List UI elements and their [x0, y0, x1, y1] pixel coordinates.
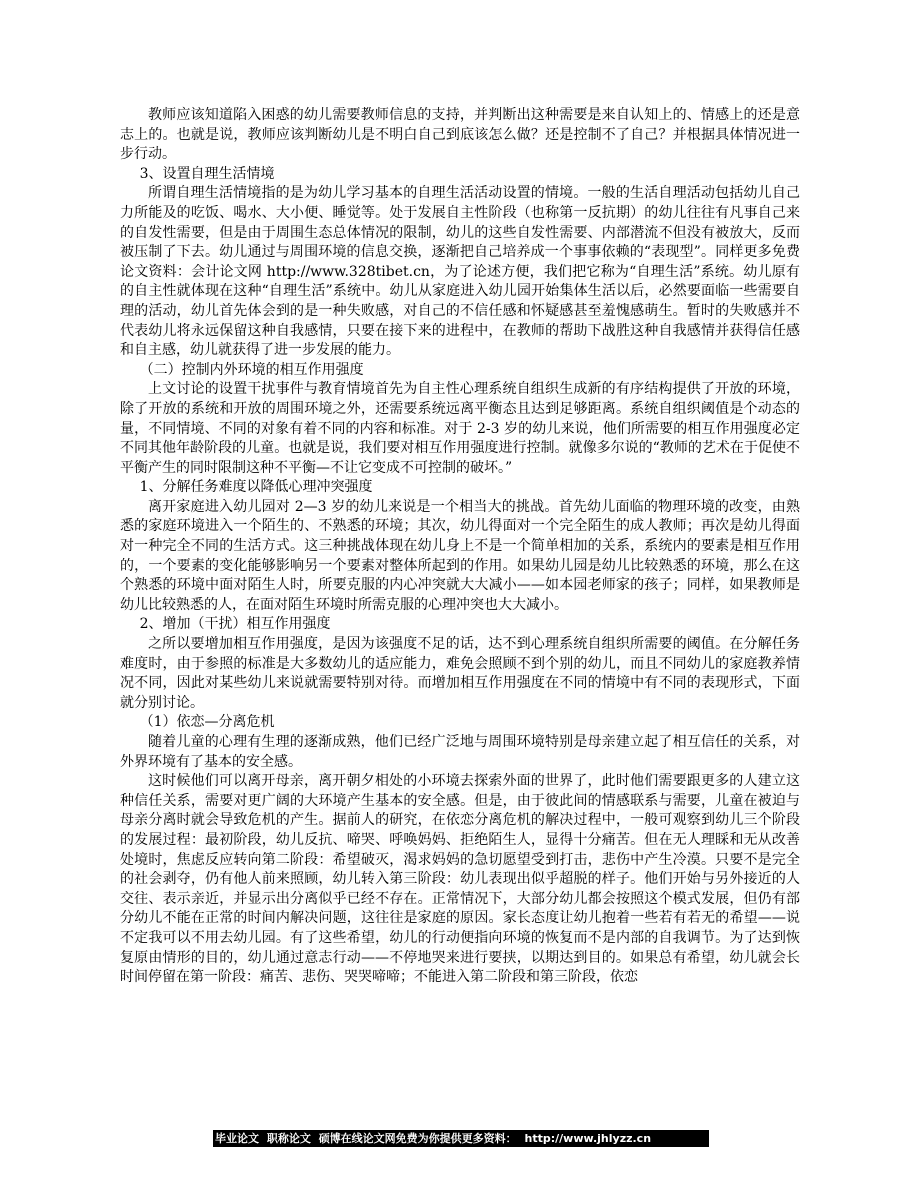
footer-text: 硕博在线论文网免费为你提供更多资料：: [318, 1132, 517, 1145]
body-paragraph: 这时候他们可以离开母亲，离开朝夕相处的小环境去探索外面的世界了，此时他们需要跟更多的人建立这种信任关系，需要对更广阔的大环境产生基本的安全感。但是，由于彼此间的情感联系与需要，儿童在被迫与母亲分离时就会导致危机的产生。据前人的研究，在依恋分离危机的解决过程中，一般可观察到幼儿三个阶段的发展过程：最初阶段，幼儿反抗、啼哭、呼唤妈妈、拒绝陌生人，显得十分痛苦。但在无人理睬和无从改善处境时，焦虑反应转向第二阶段：希望破灭，渴求妈妈的急切愿望受到打击，悲伤中产生冷漠。只要不是完全的社会剥夺，仍有他人前来照顾，幼儿转入第三阶段：幼儿表现出似乎超脱的样子。他们开始与另外接近的人交往、表示亲近，并显示出分离似乎已经不存在。正常情况下，大部分幼儿都会按照这个模式发展，但仍有部分幼儿不能在正常的时间内解决问题，这往往是家庭的原因。家长态度让幼儿抱着一些若有若无的希望——说不定我可以不用去幼儿园。有了这些希望，幼儿的行动便指向环境的恢复而不是内部的自我调节。为了达到恢复原由情形的目的，幼儿通过意志行动——不停地哭来进行要挟，以期达到目的。如果总有希望，幼儿就会长时间停留在第一阶段：痛苦、悲伤、哭哭啼啼；不能进入第二阶段和第三阶段，依恋: [120, 773, 800, 986]
body-paragraph: 随着儿童的心理有生理的逐渐成熟，他们已经广泛地与周围环境特别是母亲建立起了相互信任的关系，对外界环境有了基本的安全感。: [120, 734, 800, 770]
section-heading: 2、增加（干扰）相互作用强度: [139, 616, 331, 633]
section-heading: （二）控制内外环境的相互作用强度: [139, 361, 364, 378]
section-heading: （1）依恋—分离危机: [139, 714, 275, 731]
body-paragraph: 教师应该知道陷入困惑的幼儿需要教师信息的支持，并判断出这种需要是来自认知上的、情感上的还是意志上的。也就是说，教师应该判断幼儿是不明白自己到底该怎么做？还是控制不了自己？并根据具体情况进一步行动。: [120, 107, 800, 163]
body-paragraph: 所谓自理生活情境指的是为幼儿学习基本的自理生活活动设置的情境。一般的生活自理活动包括幼儿自己力所能及的吃饭、喝水、大小便、睡觉等。处于发展自主性阶段（也称第一反抗期）的幼儿往往有凡事自己来的自发性需要，但是由于周围生态总体情况的限制，幼儿的这些自发性需要、内部潜流不但没有被放大，反而被压制了下去。幼儿通过与周围环境的信息交换，逐渐把自己培养成一个事事依赖的“表现型”。同样更多免费论文资料：会计论文网 http://www.328tibet.cn，为了论述方便，我们把它称为“自理生活”系统。幼儿原有的自主性就体现在这种“自理生活”系统中。幼儿从家庭进入幼儿园开始集体生活以后，必然要面临一些需要自理的活动，幼儿首先体会到的是一种失败感，对自己的不信任感和怀疑感甚至羞愧感萌生。暂时的失败感并不代表幼儿将永远保留这种自我感情，只要在接下来的进程中，在教师的帮助下战胜这种自我感情并获得信任感和自主感，幼儿就获得了进一步发展的能力。: [120, 185, 800, 359]
body-paragraph: 上文讨论的设置干扰事件与教育情境首先为自主性心理系统自组织生成新的有序结构提供了开放的环境，除了开放的系统和开放的周围环境之外，还需要系统远离平衡态且达到足够距离。系统自组织阈值是个动态的量，不同情境、不同的对象有着不同的内容和标准。对于 2-3 岁的幼儿来说，他们所需要的相互作用强度必定不同其他年龄阶段的儿童。也就是说，我们要对相互作用强度进行控制。就像多尔说的“教师的艺术在于促使不平衡产生的同时限制这种不平衡—不让它变成不可控制的破坏。”: [120, 381, 800, 476]
footer-link-professional-thesis[interactable]: 职称论文: [266, 1132, 311, 1145]
footer-url[interactable]: http://www.jhlyzz.cn: [524, 1132, 652, 1145]
section-heading: 1、分解任务难度以降低心理冲突强度: [139, 479, 373, 496]
footer-link-graduation-thesis[interactable]: 毕业论文: [215, 1132, 259, 1145]
article-body: [120, 106, 800, 988]
footer-banner: [213, 1130, 709, 1147]
body-paragraph: 离开家庭进入幼儿园对 2—3 岁的幼儿来说是一个相当大的挑战。首先幼儿面临的物理环境的改变，由熟悉的家庭环境进入一个陌生的、不熟悉的环境；其次，幼儿得面对一个完全陌生的成人教师；再次是幼儿得面对一种完全不同的生活方式。这三种挑战体现在幼儿身上不是一个简单相加的关系，系统内的要素是相互作用的，一个要素的变化能够影响另一个要素对整体所起到的作用。如果幼儿园是幼儿比较熟悉的环境，那么在这个熟悉的环境中面对陌生人时，所要克服的内心冲突就大大减小——如本园老师家的孩子；同样，如果教师是幼儿比较熟悉的人，在面对陌生环境时所需克服的心理冲突也大大减小。: [120, 498, 800, 613]
body-paragraph: 之所以要增加相互作用强度，是因为该强度不足的话，达不到心理系统自组织所需要的阈值。在分解任务难度时，由于参照的标准是大多数幼儿的适应能力，难免会照顾不到个别的幼儿，而且不同幼儿的家庭教养情况不同，因此对某些幼儿来说就需要特别对待。而增加相互作用强度在不同的情境中有不同的表现形式，下面就分别讨论。: [120, 636, 800, 711]
section-heading: 3、设置自理生活情境: [139, 165, 275, 182]
